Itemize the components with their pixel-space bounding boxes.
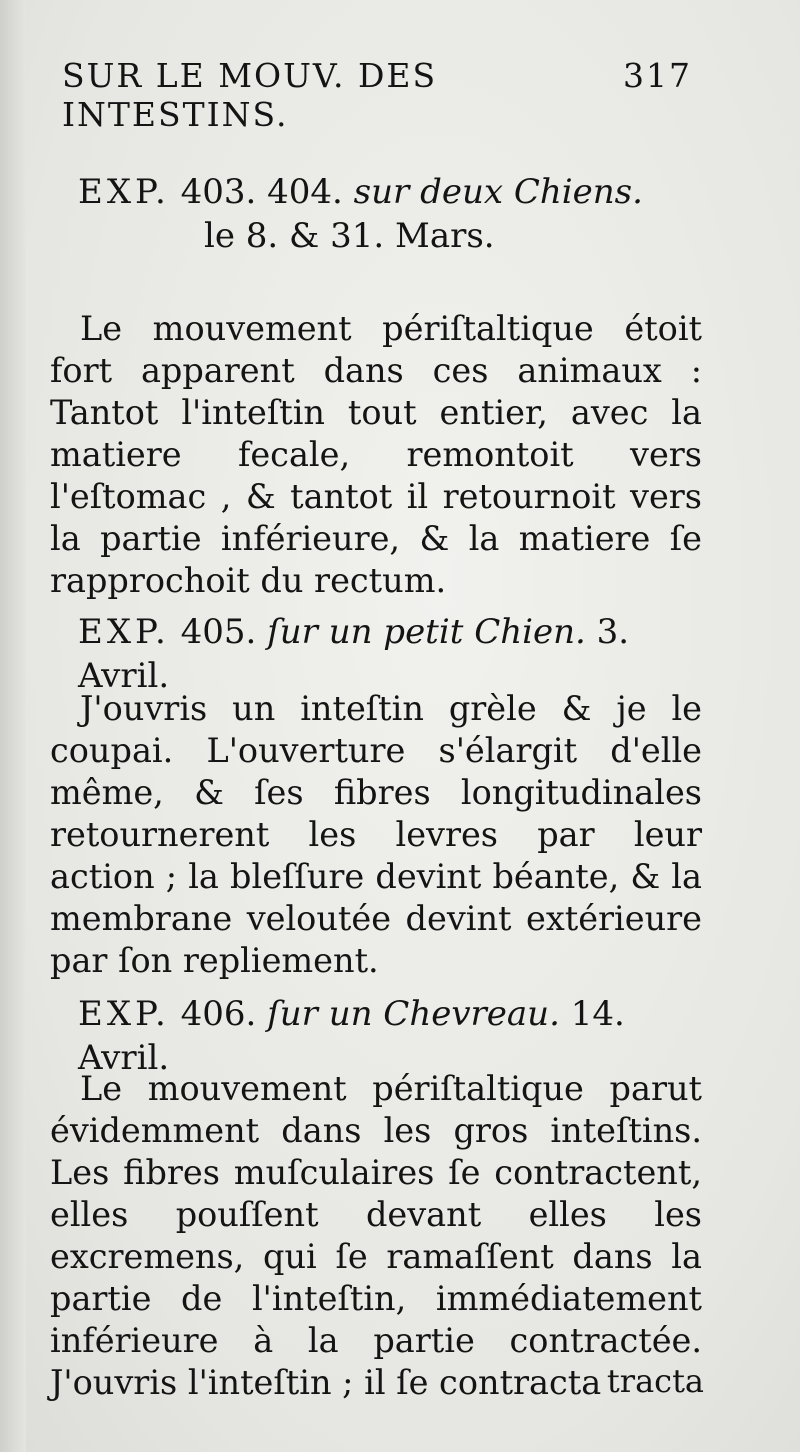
experiment-heading-406 bbox=[78, 992, 718, 1080]
exp-number: 403. 404. bbox=[180, 172, 343, 212]
running-head-title: SUR LE MOUV. DES INTESTINS. bbox=[62, 56, 438, 134]
experiment-text-405 bbox=[50, 688, 702, 982]
exp-number: 405. bbox=[180, 612, 257, 652]
exp-subject: ſur un Chevreau. bbox=[267, 994, 560, 1034]
exp-label: EXP. bbox=[78, 994, 170, 1034]
page-gutter-shadow bbox=[0, 0, 26, 1452]
running-head bbox=[62, 56, 692, 134]
page-number: 317 bbox=[623, 56, 692, 95]
paragraph-text: J'ouvris un inteſtin grèle & je le coupai. L'ouverture s'élargit d'elle même, & ſes fibres longitudinales retournerent les levres par leur action ; la bleſſure devint béante, & la membrane veloutée devint extérieure par ſon repliement. bbox=[50, 689, 702, 980]
catchword: tracta bbox=[606, 1362, 704, 1400]
experiment-text-406 bbox=[50, 1068, 702, 1404]
exp-date: le 8. & 31. Mars. bbox=[204, 216, 495, 256]
paragraph-text: Le mouvement périſtaltique parut évidemment dans les gros inteſtins. Les fibres muſculaires ſe contractent, elles pouſſent devant elles les excremens, qui ſe ramaſſent dans la partie de l'inteſtin, immédiatement inférieure à la partie contractée. J'ouvris l'inteſtin ; il ſe contracta bbox=[50, 1069, 702, 1402]
experiment-heading-405 bbox=[78, 610, 718, 698]
exp-number: 406. bbox=[180, 994, 257, 1034]
exp-label: EXP. bbox=[78, 612, 170, 652]
experiment-text-403-404 bbox=[50, 308, 702, 602]
exp-subject: sur deux Chiens. bbox=[353, 172, 643, 212]
exp-date: 14. Avril. bbox=[78, 994, 625, 1078]
exp-subject: ſur un petit Chien. bbox=[267, 612, 586, 652]
exp-label: EXP. bbox=[78, 172, 170, 212]
exp-date: 3. Avril. bbox=[78, 612, 630, 696]
paragraph-text: Le mouvement périſtaltique étoit fort apparent dans ces animaux : Tantot l'inteſtin tout entier, avec la matiere fecale, remontoit vers l'eſtomac , & tantot il retournoit vers la partie inférieure, & la matiere ſe rapprochoit du rectum. bbox=[50, 309, 702, 600]
experiment-heading-403-404 bbox=[78, 170, 718, 258]
